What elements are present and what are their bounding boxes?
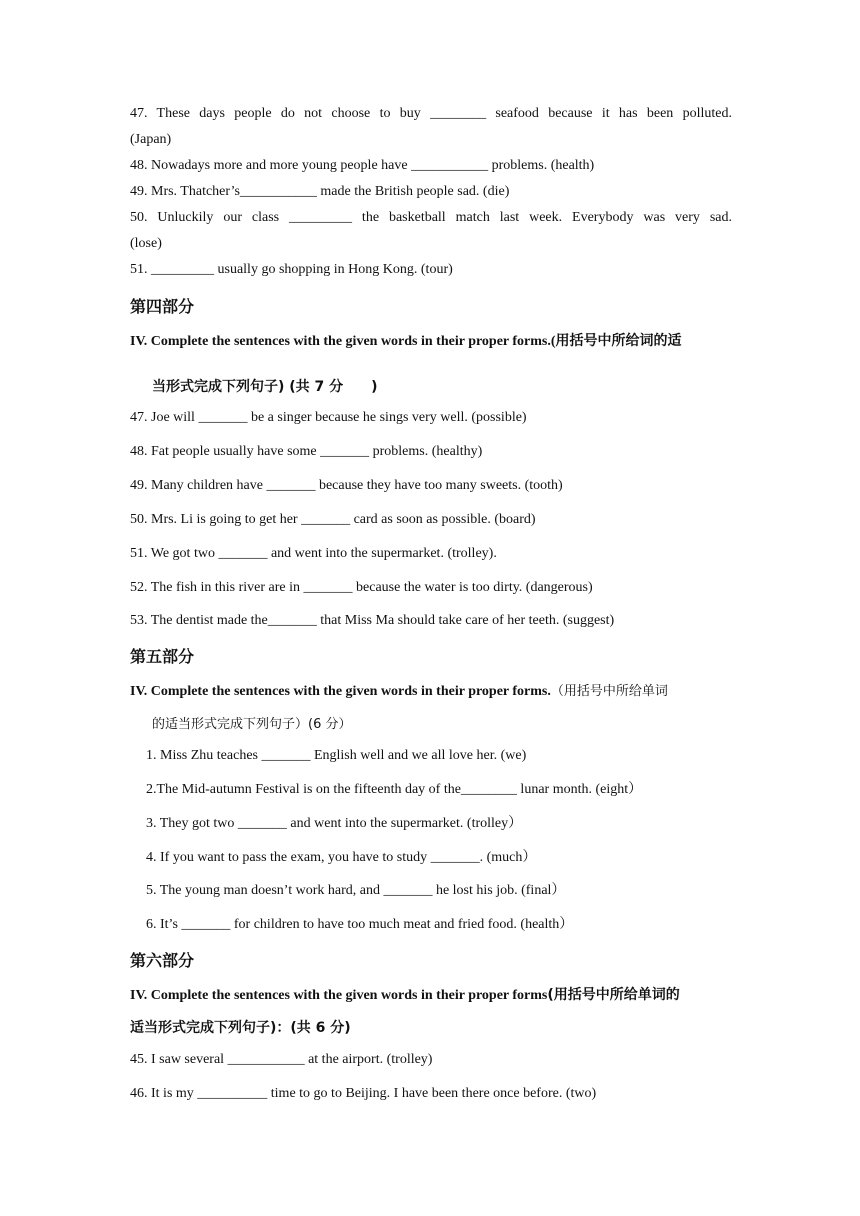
part5-instruction-line1 bbox=[130, 680, 732, 700]
q47-part4: 47. Joe will _______ be a singer because he sings very well. (possible) bbox=[130, 410, 527, 425]
part5-heading: 第五部分 bbox=[130, 647, 195, 666]
q51-part4: 51. We got two _______ and went into the supermarket. (trolley). bbox=[130, 546, 497, 561]
q48-part3: 48. Nowadays more and more young people have ___________ problems. (health) bbox=[130, 158, 595, 173]
q1-part5: 1. Miss Zhu teaches _______ English well and we all love her. (we) bbox=[146, 748, 527, 763]
q48-part4: 48. Fat people usually have some _______ problems. (healthy) bbox=[130, 444, 483, 459]
q49-part3: 49. Mrs. Thatcher’s___________ made the British people sad. (die) bbox=[130, 184, 510, 199]
q3-part5: 3. They got two _______ and went into the supermarket. (trolley） bbox=[146, 816, 523, 831]
part5-instruction-en: IV. Complete the sentences with the given words in their proper forms. bbox=[130, 684, 551, 699]
q53-part4: 53. The dentist made the_______ that Miss Ma should take care of her teeth. (suggest) bbox=[130, 613, 615, 628]
q47-part3-line2: (Japan) bbox=[130, 132, 172, 147]
part4-instruction-cn: 用括号中所给词的适 bbox=[555, 333, 682, 349]
q47-part3-line1: 47. These days people do not choose to buy ________ seafood because it has been polluted. bbox=[130, 106, 732, 121]
part4-heading: 第四部分 bbox=[130, 297, 195, 316]
part4-instruction-line2: 当形式完成下列句子) (共 7 分 ) bbox=[152, 379, 378, 395]
part6-heading: 第六部分 bbox=[130, 951, 195, 970]
part4-instruction-line1 bbox=[130, 330, 732, 350]
q45-part6: 45. I saw several ___________ at the airport. (trolley) bbox=[130, 1052, 433, 1067]
part5-instruction-line2: 的适当形式完成下列句子）(6 分） bbox=[152, 717, 352, 732]
q4-part5: 4. If you want to pass the exam, you have to study _______. (much） bbox=[146, 850, 537, 865]
q50-part3-line2: (lose) bbox=[130, 236, 162, 251]
q51-part3: 51. _________ usually go shopping in Hong Kong. (tour) bbox=[130, 262, 453, 277]
q50-part4: 50. Mrs. Li is going to get her _______ card as soon as possible. (board) bbox=[130, 512, 536, 527]
q52-part4: 52. The fish in this river are in _______ because the water is too dirty. (dangerous) bbox=[130, 580, 593, 595]
q50-part3-line1: 50. Unluckily our class _________ the basketball match last week. Everybody was very sad. bbox=[130, 210, 732, 225]
q5-part5: 5. The young man doesn’t work hard, and _______ he lost his job. (final） bbox=[146, 883, 566, 898]
part4-instruction-en: IV. Complete the sentences with the given words in their proper forms.( bbox=[130, 334, 556, 349]
q49-part4: 49. Many children have _______ because they have too many sweets. (tooth) bbox=[130, 478, 563, 493]
part6-instruction-cn: (用括号中所给单词的 bbox=[547, 987, 680, 1003]
part5-instruction-cn: （用括号中所给单词 bbox=[550, 684, 668, 699]
q46-part6: 46. It is my __________ time to go to Beijing. I have been there once before. (two) bbox=[130, 1086, 597, 1101]
part6-instruction-line1 bbox=[130, 984, 732, 1004]
part6-instruction-en: IV. Complete the sentences with the given words in their proper forms bbox=[130, 988, 548, 1003]
part6-instruction-line2: 适当形式完成下列句子)：(共 6 分) bbox=[130, 1020, 351, 1036]
q6-part5: 6. It’s _______ for children to have too much meat and fried food. (health） bbox=[146, 917, 574, 932]
q2-part5: 2.The Mid-autumn Festival is on the fifteenth day of the________ lunar month. (eight） bbox=[146, 782, 643, 797]
